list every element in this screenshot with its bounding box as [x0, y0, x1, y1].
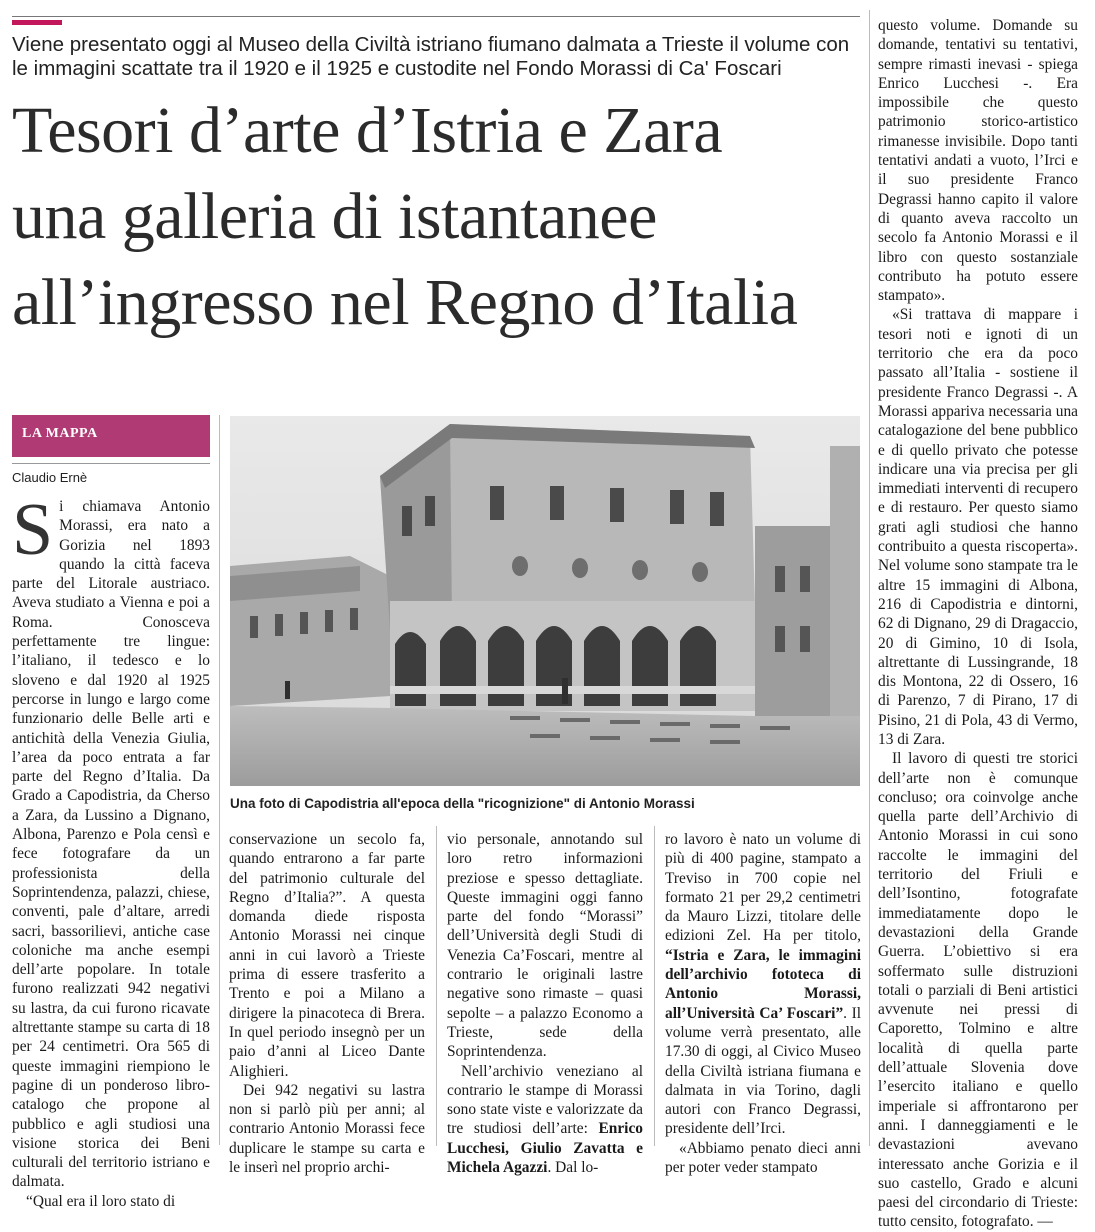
headline-line-3: all’ingresso nel Regno d’Italia — [12, 266, 798, 339]
paragraph: «Abbiamo penato dieci anni per poter veder stampato — [665, 1139, 861, 1177]
headline-line-1: Tesori d’arte d’Istria e Zara — [12, 94, 723, 167]
bold-names: Enrico Lucchesi, Giulio Zavatta e Michela Agazzi — [447, 1120, 643, 1177]
paragraph: «Si trattava di mappare i tesori noti e ignoti di un territorio che era da poco passato all’Italia - sostiene il presidente Franco Degrassi -. A Morassi appariva necessaria una catalogazione del bene pubblico e di quello privato che potesse indicare una via precisa per gli immediati interventi di recupero e di restauro. Per questo siamo grati agli studiosi che hanno contribuito a questa riscoperta». Nel volume sono stampate tra le altre 15 immagini di Albona, 216 di Capodistria e dintorni, 62 di Dignano, 29 di Dragaccio, 20 di Gimino, 10 di Isola, altrettante di Lussingrande, 18 dis Montona, 22 di Ossero, 16 di Parenzo, 7 di Pirano, 17 di Pisino, 21 di Pola, 43 di Vermo, 13 di Zara. — [878, 306, 1078, 748]
paragraph: conservazione un secolo fa, quando entrarono a far parte del patrimonio culturale del Regno d’Italia?”. A questa domanda diede risposta Antonio Morassi nei cinque anni in cui lavorò a Trieste prima di essere trasferito a Trento e poi a Milano a dirigere la pinacoteca di Brera. In quel periodo insegnò per un paio d’anni al Liceo Dante Alighieri. — [229, 831, 425, 1080]
article-column-5 — [878, 16, 1078, 1232]
paragraph: Nell’archivio veneziano al contrario le stampe di Morassi sono state viste e valorizzate da tre studiosi dell’arte: Enrico Lucchesi, Giulio Zavatta e Michela Agazzi. Dal lo- — [447, 1062, 643, 1177]
accent-bar — [12, 20, 62, 25]
article-column-1 — [12, 489, 210, 1211]
bold-book-title: “Istria e Zara, le immagini dell’archivio fototeca di Antonio Morassi, all’Università Ca’ Foscari” — [665, 946, 861, 1022]
byline-rule — [12, 463, 210, 464]
kicker: Viene presentato oggi al Museo della Civiltà istriano fiumano dalmata a Trieste il volume con le immagini scattate tra il 1920 e il 1925 e custodite nel Fondo Morassi di Ca' Foscari — [12, 33, 850, 80]
byline: Claudio Ernè — [12, 470, 88, 485]
paragraph: “Qual era il loro stato di — [26, 1192, 176, 1210]
paragraph: Si chiamava Antonio Morassi, era nato a Gorizia nel 1893 quando la città faceva parte del Litorale austriaco. Aveva studiato a Vienna e poi a Roma. Conosceva perfettamente tre lingue: l’italiano, il tedesco e lo sloveno e dal 1920 al 1925 percorse in lungo e largo come funzionario delle Belle arti e antichità della Venezia Giulia, l’area da poco entrata a far parte del Regno d’Italia. Da Grado a Capodistria, da Cherso a Zara, da Lussino a Dignano, Albona, Parenzo e Pola censì e fece fotografare da un professionista della Soprintendenza, palazzi, chiese, conventi, pale d’altare, arredi sacri, bassorilievi, antiche case coloniche ma anche esempi dell’arte popolare. In totale furono realizzati 942 negativi su lastra, da cui furono ricavate altrettante stampe su carta di 18 per 24 centimetri. Ora 565 di queste immagini riempiono le pagine di un ponderoso libro-catalogo che propone al pubblico e agli studiosi una visione storica dei Beni culturali del territorio istriano e dalmata. — [12, 489, 210, 1191]
paragraph: Il lavoro di questi tre storici dell’arte non è comunque concluso; ora coinvolge anche quella parte dell’Archivio di Antonio Morassi in cui sono raccolte le immagini del territorio del Friuli e dell’Isontino, fotografate immediatamente dopo le devastazioni della Grande Guerra. L’obiettivo si era soffermato sulle distruzioni totali o parziali di Beni artistici avvenute nei pressi di Caporetto, Tolmino e altre località di quella parte dell’attuale Slovenia dove l’esercito italiano e quello imperiale si affrontarono per anni. I danneggiamenti e le devastazioni avevano interessato anche Gorizia e il suo castello, Grado e alcuni paesi del circondario di Trieste: tutto censito, fotografato. — — [878, 750, 1078, 1231]
column-divider — [436, 826, 437, 1146]
column-divider — [219, 415, 220, 1145]
column-divider — [654, 826, 655, 1146]
headline-line-2: una galleria di istantanee — [12, 180, 657, 253]
paragraph: Dei 942 negativi su lastra non si parlò più per anni; al contrario Antonio Morassi fece duplicare le stampe su carta e le inserì nel proprio archi- — [229, 1081, 425, 1177]
headline — [12, 88, 872, 346]
section-label: LA MAPPA — [12, 415, 210, 457]
paragraph: ro lavoro è nato un volume di più di 400 pagine, stampato a Treviso in 700 copie nel formato 21 per 29,2 centimetri da Mauro Lizzi, titolare delle edizioni Zel. Ha per titolo, “Istria e Zara, le immagini dell’archivio fototeca di Antonio Morassi, all’Università Ca’ Foscari”. Il volume verrà presentato, alle 17.30 di oggi, al Civico Museo della Civiltà istriana fiumana e dalmata in via Torino, dagli autori con Franco Degrassi, presidente dell’Irci. — [665, 831, 861, 1138]
article-column-2 — [229, 830, 425, 1177]
article-column-4 — [665, 830, 861, 1177]
paragraph: questo volume. Domande su domande, tentativi su tentativi, sempre rimasti inevasi - spiega Enrico Lucchesi -. Era impossibile che questo patrimonio storico-artistico rimanesse invisibile. Dopo tanti tentativi andati a vuoto, l’Irci e il suo presidente Franco Degrassi hanno capito il valore di quanto aveva raccolto un secolo fa Antonio Morassi e il libro con questo sostanziale contributo ha potuto essere stampato». — [878, 17, 1078, 305]
article-column-3 — [447, 830, 643, 1177]
capodistria-photo — [230, 416, 860, 786]
top-rule — [12, 16, 860, 17]
photo-caption: Una foto di Capodistria all'epoca della "ricognizione" di Antonio Morassi — [230, 796, 695, 811]
building-photo-image — [230, 416, 860, 786]
drop-cap: S — [12, 489, 54, 571]
paragraph: vio personale, annotando sul loro retro informazioni preziose e spesso dettagliate. Queste immagini oggi fanno parte del fondo “Morassi” dell’Università degli Studi di Venezia Ca’Foscari, mentre al contrario le originali lastre negative sono rimaste – quasi sepolte – a palazzo Economo a Trieste, sede della Soprintendenza. — [447, 831, 643, 1061]
column-divider — [869, 10, 870, 1146]
